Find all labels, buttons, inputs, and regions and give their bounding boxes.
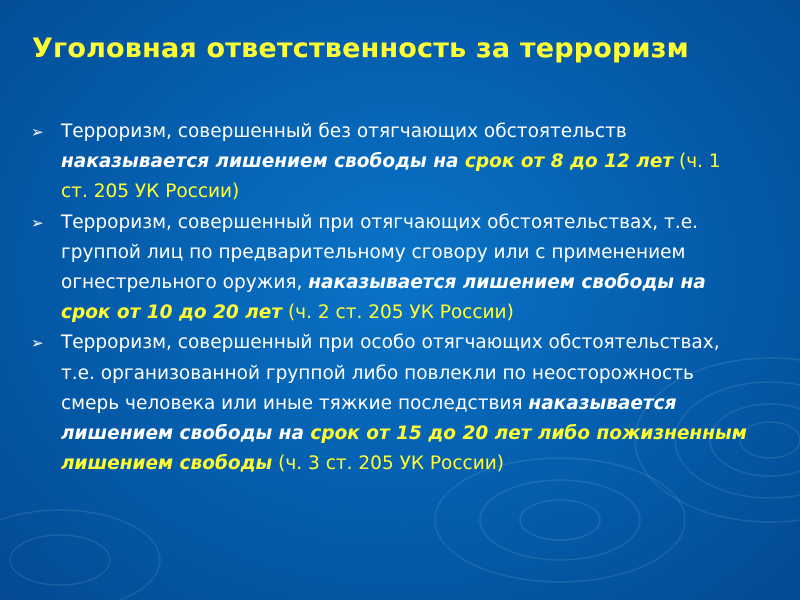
arrow-bullet-icon: ➢: [31, 334, 44, 353]
arrow-bullet-icon: ➢: [31, 213, 44, 232]
bullet-item: [30, 208, 750, 329]
bullet-highlight: срок от 10 до 20 лет: [61, 302, 283, 324]
bullet-item: [30, 117, 750, 208]
bullet-highlight: срок от 8 до 12 лет: [464, 151, 674, 173]
bullet-reference: (ч. 3 ст. 205 УК России): [272, 453, 504, 475]
arrow-bullet-icon: ➢: [31, 123, 44, 141]
bullet-reference: (ч. 2 ст. 205 УК России): [282, 302, 514, 324]
bullet-reference: (ч. 1 ст. 205 УК России): [61, 151, 721, 203]
bullet-text: Терроризм, совершенный при особо отягчающих обстоятельствах, т.е. организованной группой либо повлекли по неосторожность смерь человека или иные тяжкие последствия: [61, 332, 720, 414]
bullet-text: Терроризм, совершенный при отягчающих обстоятельствах, т.е. группой лиц по предварительному сговору или с применением огнестрельного оружия,: [61, 211, 698, 294]
bullet-highlight: срок от 15 до 20 лет либо пожизненным лишением свободы: [61, 423, 747, 475]
bullet-emphasis: наказывается лишением свободы на: [61, 392, 677, 445]
bullet-list: [30, 117, 750, 479]
bullet-emphasis: наказывается лишением свободы на: [61, 151, 465, 173]
bullet-emphasis: наказывается лишением свободы на: [308, 272, 706, 294]
bullet-text: Терроризм, совершенный без отягчающих обстоятельств: [61, 121, 627, 142]
bullet-item: [30, 328, 750, 479]
slide-title: Уголовная ответственность за терроризм: [32, 33, 689, 64]
